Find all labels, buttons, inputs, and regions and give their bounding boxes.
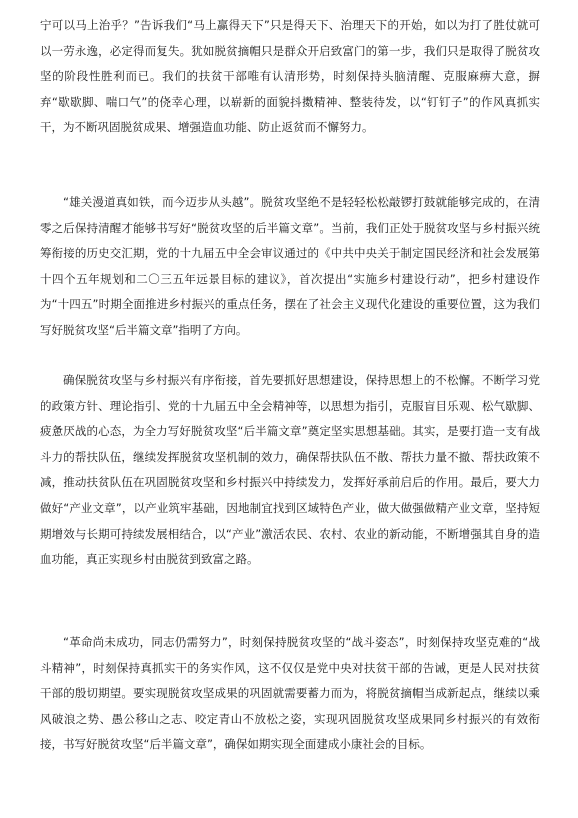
paragraph-4: “革命尚未成功，同志仍需努力”，时刻保持脱贫攻坚的“战斗姿态”，时刻保持攻坚克难的“战斗精神”，时刻保持真抓实干的务实作风，这不仅仅是党中央对扶贫干部的告诫，更是人民对扶贫干部的殷切期望。要实现脱贫攻坚成果的巩固就需要蓄力而为，将脱贫摘帽当成新起点，继续以乘风破浪之势、愚公移山之志、咬定青山不放松之姿，实现巩固脱贫攻坚成果同乡村振兴的有效衔接，书写好脱贫攻坚“后半篇文章”，确保如期实现全面建成小康社会的目标。 <box>40 635 540 752</box>
paragraph-3: 确保脱贫攻坚与乡村振兴有序衔接，首先要抓好思想建设，保持思想上的不松懈。不断学习党的政策方针、理论指引、党的十九届五中全会精神等，以思想为指引，克服盲目乐观、松气歇脚、疲惫厌战的心态，为全力写好脱贫攻坚“后半篇文章”奠定坚实思想基础。其实，是要打造一支有战斗力的帮扶队伍，继续发挥脱贫攻坚机制的效力，确保帮扶队伍不散、帮扶力量不撤、帮扶政策不减，推动扶贫队伍在巩固脱贫攻坚和乡村振兴中持续发力，发挥好承前启后的作用。最后，要大力做好“产业文章”，以产业筑牢基础，因地制宜找到区域特色产业，做大做强做精产业文章，坚持短期增效与长期可持续发展相结合，以“产业”激活农民、农村、农业的新动能，不断增强其自身的造血功能，真正实现乡村由脱贫到致富之路。 <box>40 373 540 567</box>
paragraph-1: 宁可以马上治乎？”告诉我们“马上赢得天下”只是得天下、治理天下的开始，如以为打了胜仗就可以一劳永逸，必定得而复失。犹如脱贫摘帽只是群众开启致富门的第一步，我们只是取得了脱贫攻坚的阶段性胜利而已。我们的扶贫干部唯有认清形势，时刻保持头脑清醒、克服麻痹大意，摒弃“歇歇脚、喘口气”的侥幸心理，以崭新的面貌抖擞精神、整装待发，以“钉钉子”的作风真抓实干，为不断巩固脱贫成果、增强造血功能、防止返贫而不懈努力。 <box>40 18 540 135</box>
paragraph-2: “雄关漫道真如铁，而今迈步从头越”。脱贫攻坚绝不是轻轻松松敲锣打鼓就能够完成的，在清零之后保持清醒才能够书写好“脱贫攻坚的后半篇文章”。当前，我们正处于脱贫攻坚与乡村振兴统筹衔接的历史交汇期，党的十九届五中全会审议通过的《中共中央关于制定国民经济和社会发展第十四个五年规划和二〇三五年远景目标的建议》，首次提出“实施乡村建设行动”，把乡村建设作为“十四五”时期全面推进乡村振兴的重点任务，摆在了社会主义现代化建设的重要位置，这为我们写好脱贫攻坚“后半篇文章”指明了方向。 <box>40 195 540 337</box>
